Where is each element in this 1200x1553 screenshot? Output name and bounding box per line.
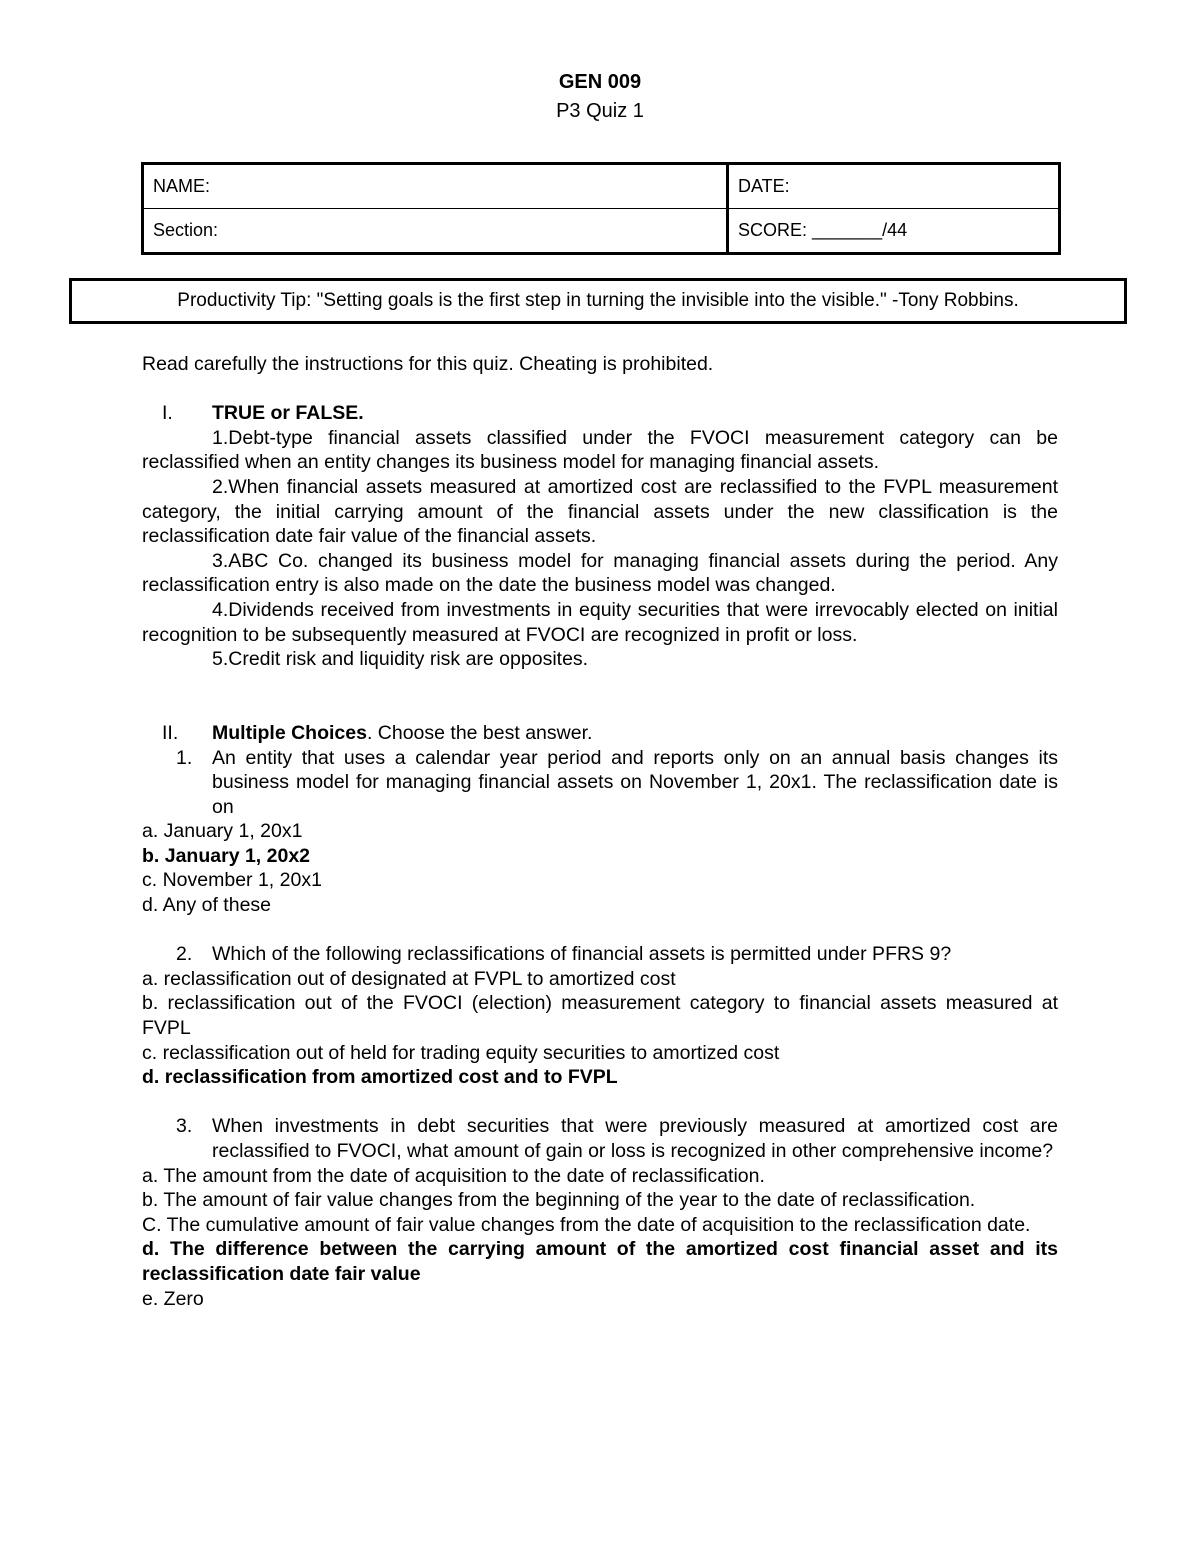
mc-question-1	[142, 746, 1058, 820]
date-field[interactable]: DATE:	[728, 164, 1060, 209]
instructions: Read carefully the instructions for this quiz. Cheating is prohibited.	[142, 353, 714, 375]
choice-3c: C. The cumulative amount of fair value changes from the date of acquisition to the reclassification date.	[142, 1213, 1031, 1236]
score-field[interactable]: SCORE: _______/44	[728, 209, 1060, 254]
choice-2c: c. reclassification out of held for trading equity securities to amortized cost	[142, 1041, 780, 1064]
document-title: GEN 009	[558, 71, 642, 93]
choice-1d: d. Any of these	[142, 894, 272, 917]
tf-item-5: 5.Credit risk and liquidity risk are opposites.	[212, 648, 589, 671]
choice-2d-answer: d. reclassification from amortized cost and to FVPL	[142, 1066, 618, 1089]
choice-3d-answer: d. The difference between the carrying amount of the amortized cost financial asset and its reclassification date fair value	[142, 1238, 1058, 1285]
question-number: 1.	[176, 746, 193, 769]
student-info-table	[141, 162, 1061, 255]
choice-2a: a. reclassification out of designated at FVPL to amortized cost	[142, 967, 676, 990]
section-number: I.	[162, 402, 173, 425]
question-text: When investments in debt securities that were previously measured at amortized cost are reclassified to FVOCI, what amount of gain or loss is recognized in other comprehensive income?	[212, 1115, 1058, 1162]
choice-1a: a. January 1, 20x1	[142, 820, 303, 843]
choice-3a: a. The amount from the date of acquisition to the date of reclassification.	[142, 1164, 765, 1187]
section-1-heading	[142, 401, 1058, 426]
section-field[interactable]: Section:	[143, 209, 728, 254]
tf-item-2: 2.When financial assets measured at amortized cost are reclassified to the FVPL measurement category, the initial carrying amount of the financial assets under the new classification is the reclassification date fair value of the financial assets.	[142, 475, 1058, 548]
section-number: II.	[162, 721, 179, 744]
question-number: 2.	[176, 943, 193, 966]
section-2-heading	[142, 721, 1058, 746]
document-subtitle: P3 Quiz 1	[556, 100, 644, 122]
choice-3e: e. Zero	[142, 1287, 204, 1310]
mc-question-3	[142, 1114, 1058, 1163]
productivity-tip-box: Productivity Tip: "Setting goals is the first step in turning the invisible into the visible." -Tony Robbins.	[69, 278, 1127, 324]
tf-item-1: 1.Debt-type financial assets classified under the FVOCI measurement category can be reclassified when an entity changes its business model for managing financial assets.	[142, 426, 1058, 474]
quiz-content	[142, 352, 1058, 1311]
question-number: 3.	[176, 1115, 193, 1138]
tf-item-3: 3.ABC Co. changed its business model for managing financial assets during the period. Any reclassification entry is also made on the date the business model was changed.	[142, 549, 1058, 597]
question-text: Which of the following reclassifications of financial assets is permitted under PFRS 9?	[212, 943, 952, 966]
section-title: Multiple Choices	[212, 721, 367, 744]
choice-1b-answer: b. January 1, 20x2	[142, 844, 311, 867]
mc-question-2	[142, 942, 1058, 967]
name-field[interactable]: NAME:	[143, 164, 728, 209]
choice-2b: b. reclassification out of the FVOCI (election) measurement category to financial assets measured at FVPL	[142, 992, 1058, 1040]
tf-item-4: 4.Dividends received from investments in equity securities that were irrevocably elected on initial recognition to be subsequently measured at FVOCI are recognized in profit or loss.	[142, 598, 1058, 646]
choice-3b: b. The amount of fair value changes from the beginning of the year to the date of reclassification.	[142, 1189, 976, 1212]
question-text: An entity that uses a calendar year period and reports only on an annual basis changes its business model for managing financial assets on November 1, 20x1. The reclassification date is on	[212, 746, 1058, 818]
section-subtitle: . Choose the best answer.	[366, 721, 593, 744]
section-title: TRUE or FALSE.	[212, 402, 364, 425]
choice-1c: c. November 1, 20x1	[142, 869, 322, 892]
